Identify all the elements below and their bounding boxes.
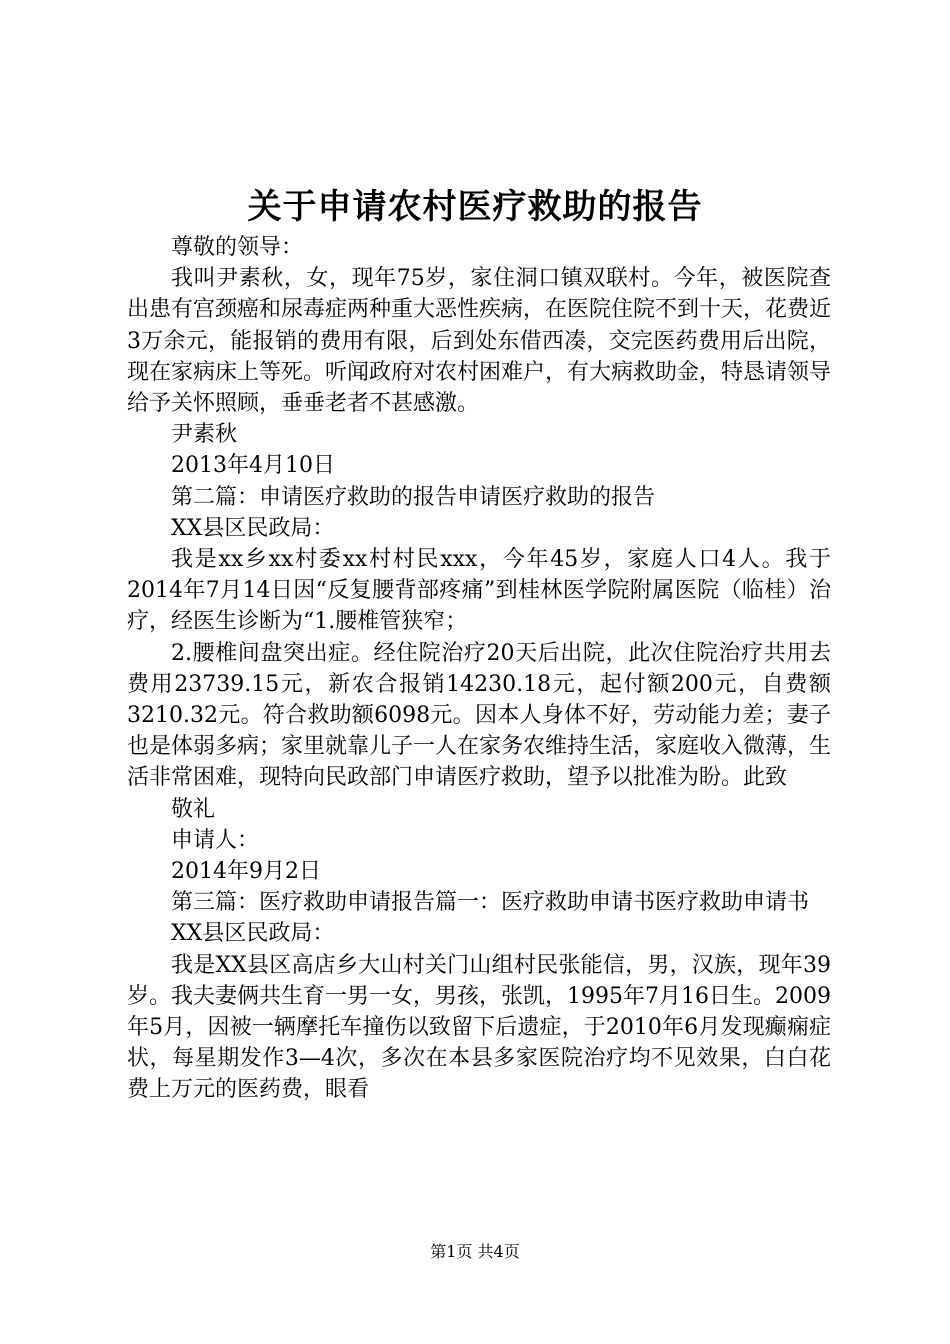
section-heading: 第三篇：医疗救助申请报告篇一：医疗救助申请书医疗救助申请书 bbox=[171, 890, 810, 916]
salutation: 尊敬的领导： bbox=[171, 235, 304, 260]
document-title: 关于申请农村医疗救助的报告 bbox=[247, 187, 703, 227]
paragraph: 我叫尹素秋，女，现年75岁，家住洞口镇双联村。今年，被医院查出患有宫颈癌和尿毒症两种重大恶性疾病，在医院住院不到十天，花费近3万余元，能报销的费用有限，后到处东借西凑，交完医药费用后出院，现在家病床上等死。听闻政府对农村困难户，有大病救助金，特恳请领导给予关怀照顾，垂垂老者不甚感激。 bbox=[127, 266, 832, 417]
page-footer: 第1页 共4页 bbox=[430, 1242, 520, 1261]
addressee: XX县区民政局： bbox=[171, 515, 335, 541]
section-heading: 第二篇：申请医疗救助的报告申请医疗救助的报告 bbox=[171, 484, 656, 510]
closing: 敬礼 bbox=[171, 796, 216, 822]
applicant-label: 申请人： bbox=[171, 827, 260, 853]
paragraph: 我是XX县区高店乡大山村关门山组村民张能信，男，汉族，现年39岁。我夫妻俩共生育一男一女，男孩，张凯，1995年7月16日生。2009年5月，因被一辆摩托车撞伤以致留下后遗症，于2010年6月发现癫痫症状，每星期发作3—4次，多次在本县多家医院治疗均不见效果，白白花费上万元的医药费，眼看 bbox=[127, 952, 831, 1103]
signature-date: 2013年4月10日 bbox=[171, 453, 335, 479]
paragraph: 我是xx乡xx村委xx村村民xxx，今年45岁，家庭人口4人。我于2014年7月14日因“反复腰背部疼痛”到桂林医学院附属医院（临桂）治疗，经医生诊断为“1.腰椎管狭窄； bbox=[127, 547, 831, 635]
signature-name: 尹素秋 bbox=[171, 422, 238, 448]
document-body bbox=[127, 232, 831, 1106]
signature-date: 2014年9月2日 bbox=[171, 859, 321, 885]
paragraph: 2.腰椎间盘突出症。经住院治疗20天后出院，此次住院治疗共用去费用23739.15元，新农合报销14230.18元，起付额200元，自费额3210.32元。符合救助额6098元。因本人身体不好，劳动能力差；妻子也是体弱多病；家里就靠儿子一人在家务农维持生活，家庭收入微薄，生活非常困难，现特向民政部门申请医疗救助，望予以批准为盼。此致 bbox=[127, 640, 832, 791]
addressee: XX县区民政局： bbox=[171, 921, 335, 947]
